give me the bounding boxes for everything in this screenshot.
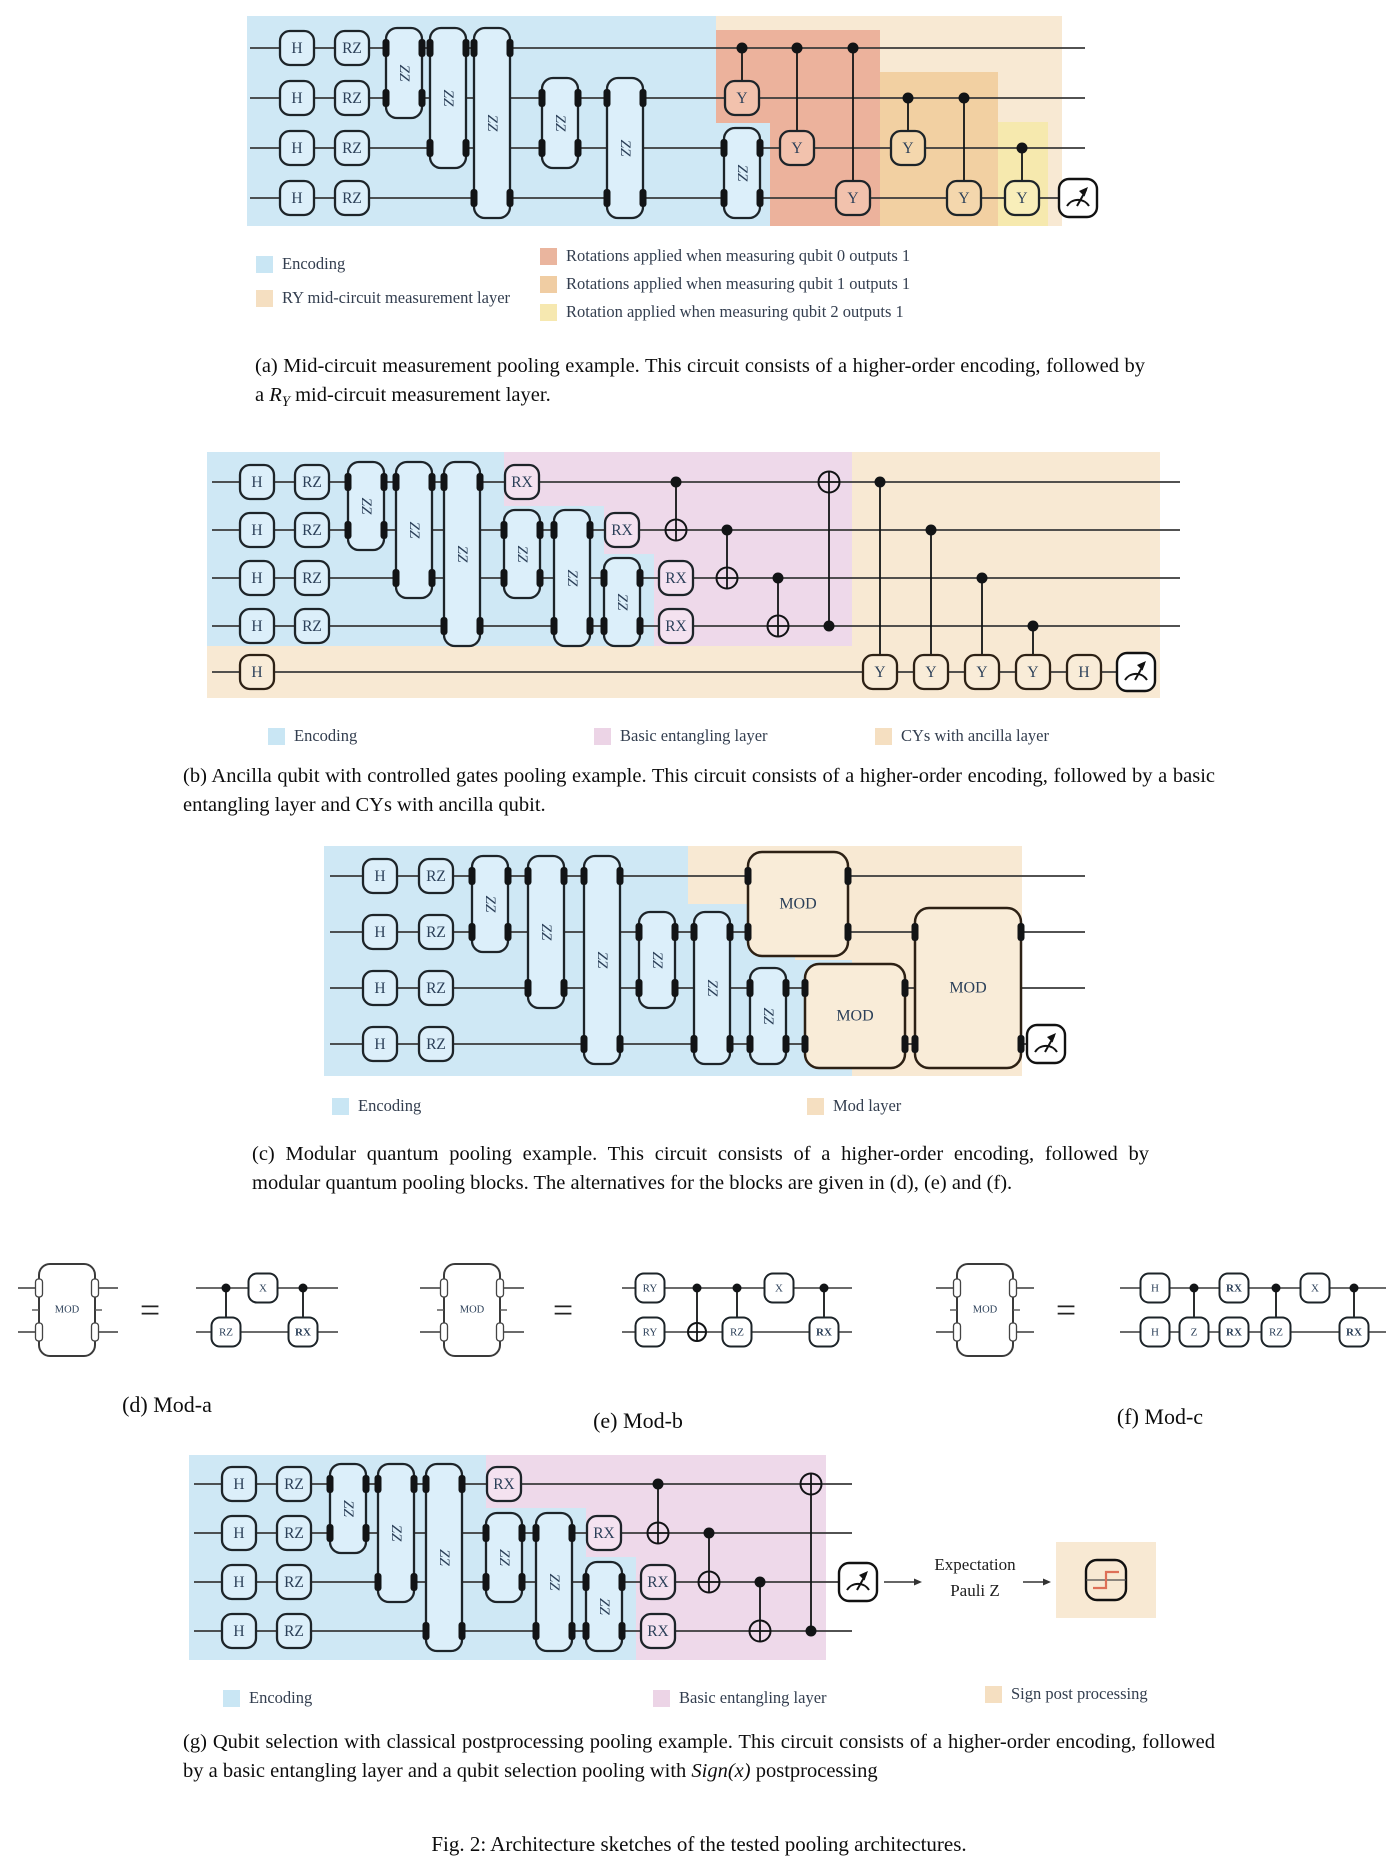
- caption-b: (b) Ancilla qubit with controlled gates pooling example. This circuit consists of a higher-order encoding, followed by a basic entangling layer and CYs with ancilla qubit.: [183, 765, 1215, 817]
- svg-text:H: H: [251, 474, 263, 491]
- svg-text:=: =: [139, 1290, 161, 1330]
- encoding-swatch: [256, 256, 273, 273]
- svg-text:MOD: MOD: [54, 1304, 80, 1316]
- svg-text:RZ: RZ: [426, 980, 446, 997]
- caption-c: (c) Modular quantum pooling example. This circuit consists of a higher-order encoding, followed by modular quantum pooling blocks. The alternatives for the blocks are given in (d), (e) and (f).: [252, 1143, 1149, 1195]
- svg-text:RZ: RZ: [342, 40, 362, 57]
- caption-g-text: (g) Qubit selection with classical postprocessing pooling example. This circuit consists of a higher-order encoding, followed by a basic entangling layer and a qubit selection pooling with: [183, 1731, 1215, 1783]
- gate-x: [1301, 1274, 1330, 1303]
- circuit-e: [420, 1264, 852, 1356]
- cys-ancilla-swatch: [875, 728, 892, 745]
- svg-text:RX: RX: [1226, 1326, 1242, 1339]
- controlled-rx-gate: [289, 1284, 318, 1347]
- svg-text:ZZ: ZZ: [440, 89, 456, 107]
- gate-zz: [691, 912, 734, 1064]
- math-sign-x: Sign(x): [691, 1760, 751, 1783]
- gate-rx: [587, 1516, 621, 1550]
- equals-sign: [1056, 1290, 1076, 1330]
- gate-zz: [551, 510, 594, 646]
- gate-h: [1141, 1318, 1170, 1347]
- svg-text:ZZ: ZZ: [704, 979, 720, 997]
- svg-text:RY: RY: [642, 1282, 658, 1295]
- gate-rz: [295, 465, 329, 499]
- legend-label: Rotation applied when measuring qubit 2 outputs 1: [566, 302, 904, 321]
- flow-arrow: [1023, 1579, 1051, 1586]
- svg-text:RZ: RZ: [426, 1036, 446, 1053]
- gate-rz: [335, 31, 369, 65]
- rot-qubit2-swatch: [540, 304, 557, 321]
- svg-text:RZ: RZ: [426, 924, 446, 941]
- legend-item-ry-layer: [256, 288, 510, 308]
- figure-caption: Fig. 2: Architecture sketches of the tested pooling architectures.: [431, 1832, 967, 1856]
- rot-qubit1-swatch: [540, 276, 557, 293]
- svg-text:RX: RX: [511, 474, 533, 491]
- legend-item-entangling-g: [653, 1688, 827, 1708]
- gate-rx: [641, 1565, 675, 1599]
- gate-rz: [295, 513, 329, 547]
- cnot-gate: [688, 1284, 706, 1342]
- svg-text:H: H: [251, 570, 263, 587]
- caption-f: (f) Mod-c: [1116, 1404, 1204, 1429]
- rot-qubit0-swatch: [540, 248, 557, 265]
- gate-zz: [383, 28, 426, 118]
- svg-text:MOD: MOD: [949, 979, 987, 997]
- encoding-swatch: [223, 1690, 240, 1707]
- svg-text:RZ: RZ: [342, 140, 362, 157]
- svg-text:ZZ: ZZ: [617, 139, 633, 157]
- gate-zz: [393, 462, 436, 598]
- svg-text:Y: Y: [958, 190, 970, 207]
- measurement-meter: [1027, 1025, 1065, 1063]
- expectation-line2: Pauli Z: [950, 1581, 1000, 1601]
- measurement-meter: [839, 1563, 877, 1601]
- svg-text:ZZ: ZZ: [482, 895, 498, 913]
- svg-text:Y: Y: [874, 664, 886, 681]
- svg-text:ZZ: ZZ: [538, 923, 554, 941]
- svg-text:ZZ: ZZ: [594, 951, 610, 969]
- svg-text:RX: RX: [611, 522, 633, 539]
- gate-rz: [295, 561, 329, 595]
- gate-zz: [583, 1562, 626, 1651]
- equals-sign: [140, 1290, 160, 1330]
- svg-text:H: H: [374, 924, 386, 941]
- svg-text:H: H: [291, 140, 303, 157]
- legend-item-rot-qubit2: [540, 302, 904, 322]
- gate-rz: [335, 181, 369, 215]
- layer-region-peach: [852, 452, 1160, 646]
- gate-h: [222, 1516, 256, 1550]
- svg-text:H: H: [251, 664, 263, 681]
- gate-zz: [533, 1513, 576, 1651]
- legend-label: Rotations applied when measuring qubit 1 outputs 1: [566, 274, 911, 293]
- caption-e: (e) Mod-b: [593, 1408, 683, 1433]
- svg-text:RZ: RZ: [1268, 1326, 1284, 1339]
- svg-text:H: H: [251, 618, 263, 635]
- gate-rx: [505, 465, 539, 499]
- mod-block: [437, 1264, 507, 1356]
- svg-text:RX: RX: [665, 570, 687, 587]
- svg-text:RX: RX: [295, 1326, 311, 1339]
- mod-block: [32, 1264, 102, 1356]
- math-r: R: [269, 384, 282, 407]
- svg-text:H: H: [1151, 1326, 1159, 1339]
- svg-text:ZZ: ZZ: [734, 164, 750, 182]
- gate-zz: [327, 1464, 370, 1553]
- circuit-f: [936, 1264, 1386, 1356]
- controlled-rz-gate: [212, 1284, 241, 1347]
- svg-text:=: =: [1055, 1290, 1077, 1330]
- svg-text:MOD: MOD: [779, 895, 817, 913]
- svg-text:Y: Y: [791, 140, 803, 157]
- entangling-swatch: [653, 1690, 670, 1707]
- gate-h: [222, 1614, 256, 1648]
- svg-text:H: H: [291, 90, 303, 107]
- gate-zz: [539, 78, 582, 168]
- circuit-a: [247, 16, 1097, 226]
- svg-text:RZ: RZ: [302, 618, 322, 635]
- gate-zz: [721, 128, 764, 218]
- gate-rx: [659, 609, 693, 643]
- svg-text:ZZ: ZZ: [396, 64, 412, 82]
- math-r-sub: Y: [281, 394, 290, 411]
- svg-text:H: H: [251, 522, 263, 539]
- entangling-swatch: [594, 728, 611, 745]
- gate-rx: [659, 561, 693, 595]
- svg-text:ZZ: ZZ: [484, 114, 500, 132]
- gate-h: [240, 513, 274, 547]
- svg-text:ZZ: ZZ: [552, 114, 568, 132]
- legend-item-encoding-b: [268, 726, 357, 746]
- gate-rx: [641, 1614, 675, 1648]
- legend-label: Rotations applied when measuring qubit 0 outputs 1: [566, 246, 911, 265]
- mod-block: [950, 1264, 1020, 1356]
- legend-label: Encoding: [358, 1096, 422, 1115]
- svg-text:Z: Z: [1190, 1326, 1198, 1339]
- gate-rz: [295, 609, 329, 643]
- layer-region-peach: [688, 846, 1022, 904]
- svg-text:X: X: [1311, 1282, 1319, 1295]
- svg-text:ZZ: ZZ: [596, 1598, 612, 1615]
- svg-text:RZ: RZ: [342, 190, 362, 207]
- controlled-rz-gate: [723, 1284, 752, 1347]
- gate-h: [280, 81, 314, 115]
- svg-text:X: X: [259, 1282, 267, 1295]
- legend-item-encoding-a: [256, 254, 345, 274]
- gate-h: [280, 31, 314, 65]
- svg-text:Y: Y: [925, 664, 937, 681]
- svg-text:ZZ: ZZ: [454, 545, 470, 563]
- mod-block: [912, 908, 1025, 1068]
- gate-zz: [747, 968, 790, 1064]
- svg-text:Y: Y: [1027, 664, 1039, 681]
- svg-text:ZZ: ZZ: [436, 1549, 452, 1566]
- legend-label: Basic entangling layer: [620, 726, 768, 745]
- svg-text:ZZ: ZZ: [388, 1524, 404, 1542]
- svg-text:H: H: [1151, 1282, 1159, 1295]
- svg-text:H: H: [374, 868, 386, 885]
- gate-h: [280, 181, 314, 215]
- gate-zz: [501, 510, 544, 598]
- legend-label: Sign post processing: [1011, 1684, 1148, 1703]
- svg-text:Y: Y: [847, 190, 859, 207]
- gate-rz: [419, 859, 453, 893]
- legend-item-sign-post: [985, 1684, 1148, 1704]
- legend-item-rot-qubit0: [540, 246, 910, 266]
- gate-zz: [441, 462, 484, 646]
- measurement-meter: [1059, 179, 1097, 217]
- gate-rz: [335, 81, 369, 115]
- sign-post-swatch: [985, 1686, 1002, 1703]
- ry-layer-swatch: [256, 290, 273, 307]
- legend-item-encoding-c: [332, 1096, 421, 1116]
- svg-text:MOD: MOD: [836, 1007, 874, 1025]
- caption-g-text-end: postprocessing: [750, 1760, 878, 1783]
- gate-rx: [605, 513, 639, 547]
- svg-text:RX: RX: [1226, 1282, 1242, 1295]
- svg-text:RZ: RZ: [284, 1476, 304, 1493]
- legend-label: Encoding: [294, 726, 358, 745]
- svg-text:ZZ: ZZ: [546, 1573, 562, 1591]
- legend-item-rot-qubit1: [540, 274, 910, 294]
- svg-text:Y: Y: [736, 90, 748, 107]
- circuit-d: [18, 1264, 338, 1356]
- gate-ry: [636, 1318, 665, 1347]
- circuit-b: [207, 452, 1180, 698]
- caption-a-text: (a) Mid-circuit measurement pooling example. This circuit consists of a higher-order encoding, followed by a: [255, 355, 1145, 407]
- mod-block: [802, 964, 909, 1068]
- gate-rz: [419, 1027, 453, 1061]
- svg-text:X: X: [775, 1282, 783, 1295]
- svg-text:RZ: RZ: [284, 1525, 304, 1542]
- caption-g: [183, 1728, 1215, 1786]
- svg-text:RZ: RZ: [426, 868, 446, 885]
- svg-text:RX: RX: [593, 1525, 615, 1542]
- svg-text:RZ: RZ: [284, 1574, 304, 1591]
- svg-text:H: H: [233, 1623, 245, 1640]
- gate-h: [363, 971, 397, 1005]
- svg-text:H: H: [291, 40, 303, 57]
- expectation-pauli-z-label: [925, 1552, 1025, 1605]
- svg-text:MOD: MOD: [459, 1304, 485, 1316]
- expectation-line1: Expectation: [934, 1555, 1016, 1574]
- gate-zz: [423, 1464, 466, 1651]
- gate-ry: [636, 1274, 665, 1303]
- gate-zz: [471, 28, 514, 218]
- legend-label: CYs with ancilla layer: [901, 726, 1050, 745]
- controlled-rx-gate: [810, 1284, 839, 1347]
- mod-block: [745, 852, 852, 956]
- gate-rx: [1220, 1274, 1249, 1303]
- svg-text:H: H: [233, 1476, 245, 1493]
- gate-zz: [375, 1464, 418, 1602]
- svg-text:H: H: [1078, 664, 1090, 681]
- svg-text:RX: RX: [665, 618, 687, 635]
- measurement-meter: [1117, 653, 1155, 691]
- legend-label: Basic entangling layer: [679, 1688, 827, 1707]
- svg-text:MOD: MOD: [972, 1304, 998, 1316]
- gate-rz: [419, 915, 453, 949]
- gate-rx: [1220, 1318, 1249, 1347]
- svg-text:H: H: [291, 190, 303, 207]
- svg-text:RX: RX: [647, 1623, 669, 1640]
- svg-text:ZZ: ZZ: [760, 1007, 776, 1025]
- gate-zz: [636, 912, 679, 1008]
- svg-text:H: H: [233, 1525, 245, 1542]
- svg-text:RX: RX: [1346, 1326, 1362, 1339]
- svg-text:H: H: [233, 1574, 245, 1591]
- svg-text:ZZ: ZZ: [340, 1500, 356, 1517]
- caption-a: [255, 352, 1145, 413]
- svg-text:RZ: RZ: [302, 474, 322, 491]
- encoding-swatch: [268, 728, 285, 745]
- legend-item-mod-layer: [807, 1096, 901, 1116]
- gate-h: [240, 465, 274, 499]
- legend-label: Mod layer: [833, 1096, 902, 1115]
- gate-h: [240, 655, 274, 689]
- svg-text:RZ: RZ: [302, 570, 322, 587]
- circuit-c: [324, 846, 1085, 1076]
- svg-text:ZZ: ZZ: [358, 497, 374, 515]
- svg-text:RZ: RZ: [284, 1623, 304, 1640]
- gate-zz: [427, 28, 470, 168]
- legend-item-entangling-b: [594, 726, 768, 746]
- svg-text:ZZ: ZZ: [564, 569, 580, 587]
- svg-text:ZZ: ZZ: [614, 593, 630, 611]
- svg-text:RZ: RZ: [342, 90, 362, 107]
- gate-rz: [419, 971, 453, 1005]
- svg-text:ZZ: ZZ: [649, 951, 665, 969]
- gate-x: [765, 1274, 794, 1303]
- gate-zz: [525, 856, 568, 1008]
- gate-h: [363, 915, 397, 949]
- legend-item-cys-ancilla: [875, 726, 1049, 746]
- gate-zz: [483, 1513, 526, 1602]
- svg-text:RZ: RZ: [729, 1326, 745, 1339]
- gate-rz: [277, 1614, 311, 1648]
- gate-rz: [277, 1467, 311, 1501]
- gate-h: [1141, 1274, 1170, 1303]
- controlled-z-gate: [1180, 1284, 1209, 1347]
- svg-text:RX: RX: [493, 1476, 515, 1493]
- svg-text:RX: RX: [647, 1574, 669, 1591]
- svg-text:Y: Y: [1016, 190, 1028, 207]
- gate-zz: [601, 558, 644, 646]
- gate-zz: [469, 856, 512, 952]
- gate-zz: [345, 462, 388, 550]
- legend-item-encoding-g: [223, 1688, 312, 1708]
- svg-text:=: =: [552, 1290, 574, 1330]
- gate-rz: [277, 1516, 311, 1550]
- svg-text:H: H: [374, 980, 386, 997]
- svg-text:RY: RY: [642, 1326, 658, 1339]
- gate-rz: [335, 131, 369, 165]
- svg-text:Y: Y: [902, 140, 914, 157]
- gate-h: [1067, 655, 1101, 689]
- gate-h: [222, 1565, 256, 1599]
- controlled-rz-gate: [1262, 1284, 1291, 1347]
- gate-h: [222, 1467, 256, 1501]
- legend-label: Encoding: [249, 1688, 313, 1707]
- gate-rz: [277, 1565, 311, 1599]
- gate-h: [363, 1027, 397, 1061]
- svg-text:RZ: RZ: [302, 522, 322, 539]
- encoding-swatch: [332, 1098, 349, 1115]
- legend-label: RY mid-circuit measurement layer: [282, 288, 511, 307]
- svg-text:ZZ: ZZ: [514, 545, 530, 563]
- equals-sign: [553, 1290, 573, 1330]
- svg-text:ZZ: ZZ: [406, 521, 422, 539]
- caption-a-text-end: mid-circuit measurement layer.: [289, 384, 551, 407]
- caption-d: (d) Mod-a: [122, 1392, 212, 1417]
- svg-text:ZZ: ZZ: [496, 1549, 512, 1566]
- controlled-rx-gate: [1340, 1284, 1369, 1347]
- gate-h: [240, 561, 274, 595]
- svg-text:RX: RX: [816, 1326, 832, 1339]
- gate-h: [240, 609, 274, 643]
- gate-zz: [581, 856, 624, 1064]
- mod-layer-swatch: [807, 1098, 824, 1115]
- gate-zz: [604, 78, 647, 218]
- legend-label: Encoding: [282, 254, 346, 273]
- svg-text:RZ: RZ: [218, 1326, 234, 1339]
- svg-text:Y: Y: [976, 664, 988, 681]
- svg-text:H: H: [374, 1036, 386, 1053]
- gate-rx: [487, 1467, 521, 1501]
- flow-arrow: [884, 1579, 922, 1586]
- gate-x: [249, 1274, 278, 1303]
- gate-h: [280, 131, 314, 165]
- gate-h: [363, 859, 397, 893]
